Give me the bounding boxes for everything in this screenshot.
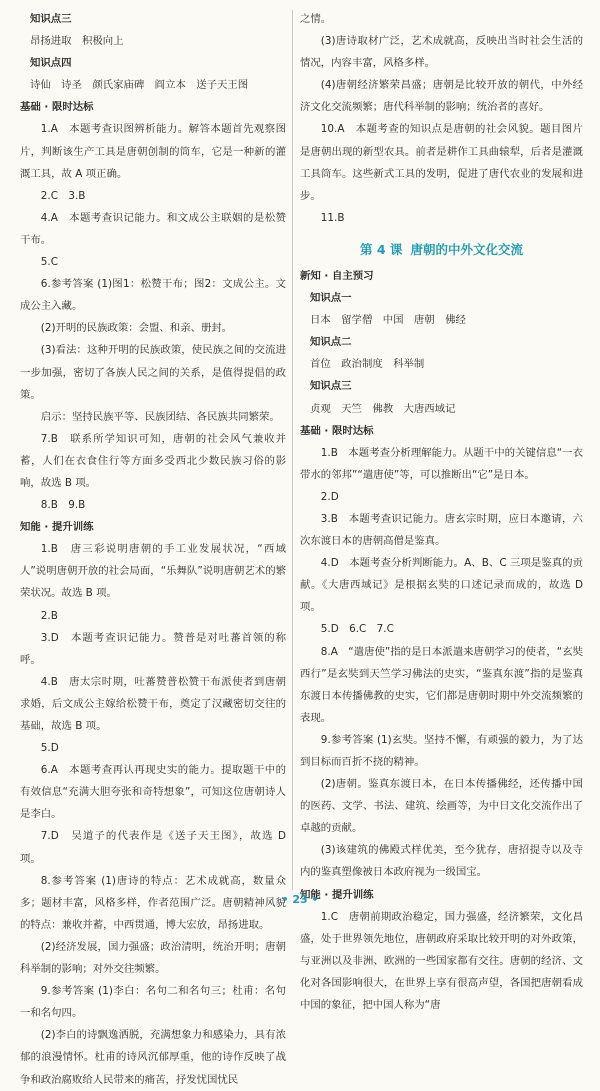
answer-paragraph: 8.B 9.B (40, 499, 86, 512)
answer-paragraph: 8.A “遣唐使”指的是日本派遣来唐朝学习的使者，“玄奘西行”是玄奘到天竺学习佛法的史实，“鉴真东渡”指的是鉴真东渡日本传播佛教的史实，它们都是唐朝时期中外交流频繁的表现。 (300, 645, 583, 724)
answer-paragraph: 7.B 联系所学知识可知，唐朝的社会风气兼收并蓄，人们在衣食住行等方面多受西北少数民族习俗的影响，故选 B 项。 (20, 432, 286, 489)
answer-paragraph: 1.B 本题考查分析理解能力。从题干中的关键信息“一衣带水的邻邦”“遣唐使”等，可以推断出“它”是日本。 (300, 446, 583, 481)
answer-paragraph: 3.D 本题考查识记能力。赞普是对吐蕃首领的称呼。 (20, 631, 286, 666)
answer-paragraph: 3.B 本题考查识记能力。唐玄宗时期，应日本邀请，六次东渡日本的唐朝高僧是鉴真。 (300, 512, 583, 548)
answer-paragraph: (3)该建筑的佛殿式样优美，至今犹存，唐招提寺以及寺内的鉴真塑像被日本政府视为一级国宝。 (300, 844, 583, 879)
section-heading: 基础 · 限时达标 (20, 101, 94, 114)
knowledge-answer-line: 首位 政治制度 科举制 (310, 358, 425, 371)
knowledge-point-heading: 知识点一 (310, 292, 352, 305)
answer-paragraph: 4.D 本题考查分析判断能力。A、B、C 三项是鉴真的贡献。《大唐西域记》是根据玄奘的口述记录而成的，故选 D 项。 (300, 557, 583, 614)
knowledge-point-heading: 知识点二 (310, 336, 352, 349)
page-number: • 23 • (281, 893, 319, 906)
section-heading: 基础 · 限时达标 (300, 424, 374, 437)
answer-paragraph: 10.A 本题考查的知识点是唐朝的社会风貌。题目图片是唐朝出现的新型农具。前者是耕作工具曲辕犁，后者是灌溉工具筒车。这些新式工具的发明，促进了唐代农业的发展和进步。 (300, 123, 583, 202)
knowledge-point-heading: 知识点四 (30, 57, 72, 70)
answer-paragraph: 9.参考答案 (1)李白：名句二和名句三；杜甫：名句一和名句四。 (20, 985, 286, 1020)
answer-paragraph: 1.C 唐朝前期政治稳定，国力强盛，经济繁荣，文化昌盛，处于世界领先地位，唐朝政府采取比较开明的对外政策，与亚洲以及非洲、欧洲的一些国家都有交往。唐朝的经济、文化对各国影响很大，在世界上享有很高声望，各国把唐朝看成中国的象征，把中国人称为“唐 (300, 910, 583, 1012)
answer-paragraph: 9.参考答案 (1)玄奘。坚持不懈，有顽强的毅力，为了达到目标而百折不挠的精神。 (300, 733, 583, 768)
section-heading: 知能 · 提升训练 (300, 888, 374, 901)
answer-paragraph: 2.D (320, 490, 339, 503)
answer-paragraph: 4.A 本题考查识记能力。和文成公主联姻的是松赞干布。 (20, 211, 286, 246)
knowledge-point-heading: 知识点三 (310, 380, 352, 393)
knowledge-answer-line: 贞观 天竺 佛教 大唐西域记 (310, 402, 456, 415)
answer-paragraph: (4)唐朝经济繁荣昌盛；唐朝是比较开放的朝代，中外经济文化交流频繁；唐代科举制的影响；统治者的喜好。 (300, 79, 583, 114)
knowledge-answer-line: 诗仙 诗圣 颜氏家庙碑 阎立本 送子天王图 (30, 79, 249, 92)
answer-paragraph: (2)经济发展，国力强盛；政治清明，统治开明；唐朝科举制的影响；对外交往频繁。 (20, 940, 286, 976)
left-column (20, 8, 286, 1091)
answer-paragraph: 11.B (320, 211, 345, 224)
answer-paragraph: 5.C (40, 256, 58, 269)
answer-paragraph: (3)看法：这种开明的民族政策，使民族之间的交流进一步加强，密切了各族人民之间的关系，是值得提倡的政策。 (20, 344, 286, 401)
answer-paragraph: 4.B 唐太宗时期，吐蕃赞普松赞干布派使者到唐朝求婚，后文成公主嫁给松赞干布，奠定了汉藏密切交往的基础，故选 B 项。 (20, 675, 286, 732)
lesson-number: 第 4 课 (360, 241, 403, 257)
section-heading: 知能 · 提升训练 (20, 521, 94, 534)
section-heading: 新知 · 自主预习 (300, 269, 374, 282)
answer-paragraph: 2.B (40, 609, 58, 622)
column-divider (292, 10, 293, 890)
answer-paragraph: (3)唐诗取材广泛，艺术成就高，反映出当时社会生活的情况，内容丰富，风格多样。 (300, 35, 583, 70)
answer-paragraph: 6.参考答案 (1)图1：松赞干布；图2：文成公主。文成公主入藏。 (20, 278, 286, 313)
answer-paragraph: 启示：坚持民族平等、民族团结、各民族共同繁荣。 (40, 410, 280, 423)
answer-paragraph: 之情。 (300, 13, 332, 25)
knowledge-answer-line: 日本 留学僧 中国 唐朝 佛经 (310, 314, 466, 327)
answer-paragraph: 1.B 唐三彩说明唐朝的手工业发展状况，“西域人”说明唐朝开放的社会局面，“乐舞队”说明唐朝艺术的繁荣状况。故选 B 项。 (20, 543, 286, 600)
answer-paragraph: (2)开明的民族政策：会盟、和亲、册封。 (40, 322, 233, 335)
right-column (300, 8, 583, 1016)
answer-paragraph: 2.C 3.B (40, 189, 86, 202)
answer-paragraph: (2)李白的诗飘逸洒脱，充满想象力和感染力，具有浓郁的浪漫情怀。杜甫的诗风沉郁厚重，他的诗作反映了战争和政治腐败给人民带来的痛苦，抒发忧国忧民 (20, 1029, 286, 1086)
answer-paragraph: 7.D 吴道子的代表作是《送子天王图》，故选 D 项。 (20, 830, 286, 865)
answer-paragraph: 8.参考答案 (1)唐诗的特点：艺术成就高，数量众多；题材丰富，风格多样，作者范围广泛。唐朝精神风貌的特点：兼收并蓄，中西贯通，博大宏放，昂扬进取。 (20, 874, 286, 931)
answer-paragraph: 1.A 本题考查识图辨析能力。解答本题首先观察图片，判断该生产工具是唐朝创制的筒车，它是一种新的灌溉工具，故 A 项正确。 (20, 123, 286, 180)
answer-paragraph: 5.D 6.C 7.C (320, 623, 394, 636)
lesson-title (300, 241, 583, 259)
answer-paragraph: 5.D (40, 742, 59, 755)
answer-paragraph: 6.A 本题考查再认再现史实的能力。提取题干中的有效信息“充满大胆夸张和奇特想象”，可知这位唐朝诗人是李白。 (20, 764, 286, 821)
answer-paragraph: (2)唐朝。鉴真东渡日本，在日本传播佛经，还传播中国的医药、文学、书法、建筑、绘画等，为中日文化交流作出了卓越的贡献。 (300, 778, 583, 835)
knowledge-answer-line: 昂扬进取 积极向上 (30, 35, 124, 48)
knowledge-point-heading: 知识点三 (30, 13, 72, 25)
lesson-name: 唐朝的中外文化交流 (410, 241, 523, 257)
